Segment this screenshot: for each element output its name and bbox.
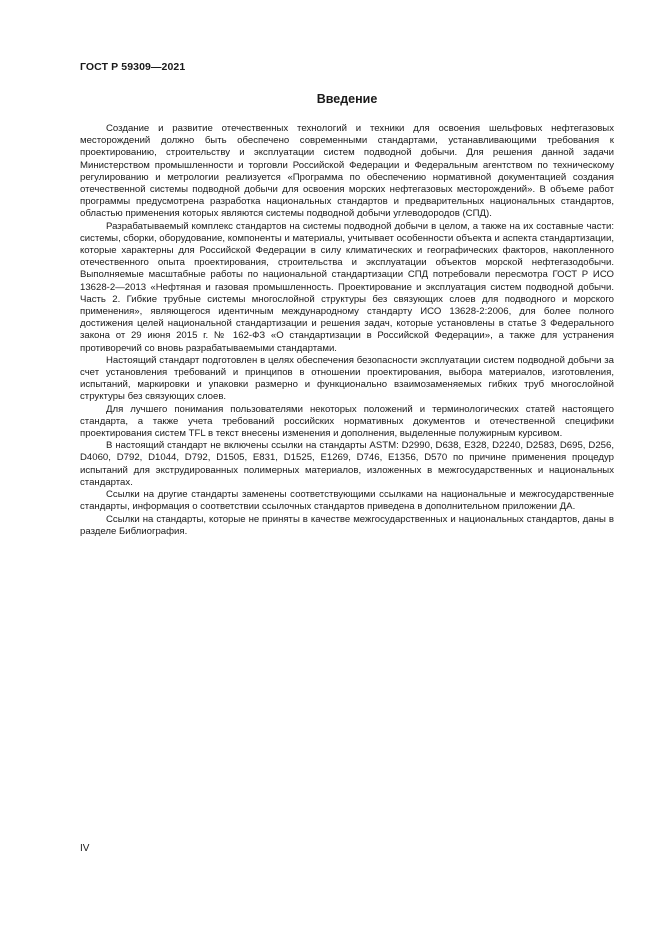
paragraph: Для лучшего понимания пользователями некоторых положений и терминологических статей настоящего стандарта, а также учета требований российских нормативных документов и отечественной специфики проектирования систем TFL в текст внесены изменения и дополнения, выделенные полужирным курсивом.: [80, 403, 614, 440]
document-code: ГОСТ Р 59309—2021: [80, 61, 186, 73]
paragraph: Создание и развитие отечественных технологий и техники для освоения шельфовых нефтегазовых месторождений должно быть обеспечено современными стандартами, устанавливающими требования к проектированию, строительству и эксплуатации систем подводной добычи. Для решения данной задачи Министерством промышленности и торговли Российской Федерации и Федеральным агентством по техническому регулированию и метрологии реализуется «Программа по обеспечению нормативной документацией создания отечественной системы подводной добычи для освоения морских нефтегазовых месторождений». В объеме работ программы предусмотрена разработка национальных стандартов и предварительных национальных стандартов, областью применения которых являются системы подводной добычи углеводородов (СПД).: [80, 123, 614, 220]
paragraph: Ссылки на стандарты, которые не приняты в качестве межгосударственных и национальных стандартов, даны в разделе Библиография.: [80, 513, 614, 537]
paragraph: В настоящий стандарт не включены ссылки на стандарты ASTM: D2990, D638, E328, D2240, D2583, D695, D256, D4060, D792, D1044, D792, D1505, E831, D1525, E1269, D746, E1356, D570 по причине применения процедур испытаний для экструдированных полимерных материалов, изложенных в межгосударственных и национальных стандартах.: [80, 440, 614, 488]
page-number: IV: [80, 843, 90, 854]
document-body: [80, 123, 614, 538]
section-title: Введение: [316, 92, 378, 106]
paragraph: Настоящий стандарт подготовлен в целях обеспечения безопасности эксплуатации систем подводной добычи за счет установления требований и принципов в отношении проектирования, выбора материалов, изготовления, испытаний, маркировки и упаковки размерно и функционально взаимозаменяемых гибких труб многослойной структуры без связующих слоев.: [80, 354, 614, 403]
paragraph: Ссылки на другие стандарты заменены соответствующими ссылками на национальные и межгосударственные стандарты, информация о соответствии ссылочных стандартов приведена в дополнительном приложении ДА.: [80, 489, 614, 513]
paragraph: Разрабатываемый комплекс стандартов на системы подводной добычи в целом, а также на их составные части: системы, сборки, оборудование, компоненты и материалы, учитывает особенности объекта и аспекта стандартизации, которые характерны для Российской Федерации в силу климатических и географических факторов, накопленного отечественного опыта проектирования, строительства и эксплуатации объектов морской нефтегазодобычи. Выполняемые масштабные работы по национальной стандартизации СПД потребовали пересмотра ГОСТ Р ИСО 13628-2—2013 «Нефтяная и газовая промышленность. Проектирование и эксплуатация систем подводной добычи. Часть 2. Гибкие трубные системы многослойной структуры без связующих слоев для подводного и морского применения», являющегося идентичным международному стандарту ИСО 13628-2:2006, для более полного достижения целей национальной стандартизации и решения задач, которые установлены в статье 3 Федерального закона от 29 июня 2015 г. № 162-ФЗ «О стандартизации в Российской Федерации», а также для устранения противоречий со вновь разрабатываемыми стандартами.: [80, 220, 614, 354]
